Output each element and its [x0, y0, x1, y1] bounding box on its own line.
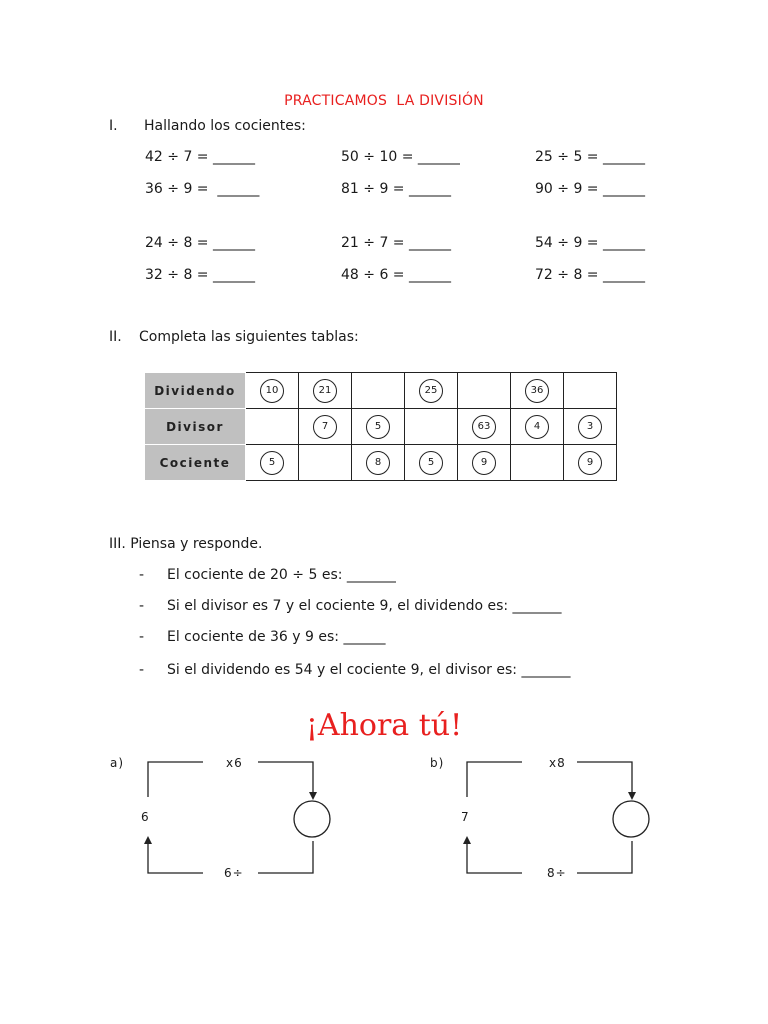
table-cell[interactable]	[352, 445, 405, 481]
diagram-b-cycle	[459, 755, 659, 880]
worksheet-title: PRACTICAMOS LA DIVISIÓN	[284, 93, 484, 109]
arrow-up-icon	[463, 836, 471, 844]
table-cell[interactable]	[405, 409, 458, 445]
table-cell[interactable]	[246, 445, 299, 481]
table-cell[interactable]	[458, 409, 511, 445]
given-value-circle: 63	[472, 415, 496, 439]
diagram-b-op-top: x8	[549, 756, 566, 770]
divisor-row	[145, 409, 617, 445]
arrow-down-icon	[628, 792, 636, 800]
section-1-numeral: I.	[109, 118, 118, 134]
table-cell[interactable]	[511, 445, 564, 481]
question-2: Si el divisor es 7 y el cociente 9, el dividendo es: _______	[167, 598, 562, 614]
bullet-dash: -	[139, 629, 145, 645]
bullet-dash: -	[139, 662, 145, 678]
exercise-2-3: 90 ÷ 9 = ______	[535, 181, 645, 197]
ahora-tu-heading: ¡Ahora tú!	[305, 708, 463, 743]
table-cell[interactable]	[564, 445, 617, 481]
diagram-b-start: 7	[461, 810, 470, 824]
exercise-3-2: 21 ÷ 7 = ______	[341, 235, 451, 251]
arrow-up-icon	[144, 836, 152, 844]
table-cell[interactable]	[511, 373, 564, 409]
exercise-1-3: 25 ÷ 5 = ______	[535, 149, 645, 165]
given-value-circle: 21	[313, 379, 337, 403]
given-value-circle: 8	[366, 451, 390, 475]
table-cell[interactable]	[564, 373, 617, 409]
answer-circle	[613, 801, 649, 837]
table-cell[interactable]	[246, 373, 299, 409]
given-value-circle: 5	[366, 415, 390, 439]
exercise-1-2: 50 ÷ 10 = ______	[341, 149, 460, 165]
diagram-a-cycle	[140, 755, 340, 880]
division-table	[144, 372, 617, 481]
table-cell[interactable]	[405, 373, 458, 409]
question-3: El cociente de 36 y 9 es: ______	[167, 629, 386, 645]
table-cell[interactable]	[458, 373, 511, 409]
diagram-a-op-top: x6	[226, 756, 243, 770]
table-cell[interactable]	[299, 373, 352, 409]
exercise-3-1: 24 ÷ 8 = ______	[145, 235, 255, 251]
question-1: El cociente de 20 ÷ 5 es: _______	[167, 567, 396, 583]
quotient-row	[145, 445, 617, 481]
section-2-numeral: II.	[109, 329, 122, 345]
answer-circle	[294, 801, 330, 837]
row-header-quotient: Cociente	[145, 445, 246, 481]
exercise-4-3: 72 ÷ 8 = ______	[535, 267, 645, 283]
diagram-a-start: 6	[141, 810, 150, 824]
given-value-circle: 25	[419, 379, 443, 403]
table-cell[interactable]	[511, 409, 564, 445]
table-cell[interactable]	[564, 409, 617, 445]
section-2-heading: Completa las siguientes tablas:	[139, 329, 359, 345]
arrow-down-icon	[309, 792, 317, 800]
table-cell[interactable]	[458, 445, 511, 481]
diagram-a-op-bottom: 6÷	[224, 866, 244, 880]
given-value-circle: 9	[472, 451, 496, 475]
exercise-4-2: 48 ÷ 6 = ______	[341, 267, 451, 283]
row-header-divisor: Divisor	[145, 409, 246, 445]
table-cell[interactable]	[299, 409, 352, 445]
bullet-dash: -	[139, 567, 145, 583]
exercise-1-1: 42 ÷ 7 = ______	[145, 149, 255, 165]
exercise-2-2: 81 ÷ 9 = ______	[341, 181, 451, 197]
question-4: Si el dividendo es 54 y el cociente 9, el divisor es: _______	[167, 662, 571, 678]
dividend-row	[145, 373, 617, 409]
given-value-circle: 4	[525, 415, 549, 439]
table-cell[interactable]	[299, 445, 352, 481]
exercise-2-1: 36 ÷ 9 = ______	[145, 181, 260, 197]
section-3-heading: III. Piensa y responde.	[109, 536, 263, 552]
exercise-4-1: 32 ÷ 8 = ______	[145, 267, 255, 283]
given-value-circle: 7	[313, 415, 337, 439]
given-value-circle: 36	[525, 379, 549, 403]
diagram-b-label: b)	[430, 756, 445, 770]
table-cell[interactable]	[352, 373, 405, 409]
diagram-a-label: a)	[110, 756, 125, 770]
bullet-dash: -	[139, 598, 145, 614]
exercise-3-3: 54 ÷ 9 = ______	[535, 235, 645, 251]
table-cell[interactable]	[405, 445, 458, 481]
table-cell[interactable]	[246, 409, 299, 445]
diagram-b-op-bottom: 8÷	[547, 866, 567, 880]
table-cell[interactable]	[352, 409, 405, 445]
given-value-circle: 3	[578, 415, 602, 439]
row-header-dividend: Dividendo	[145, 373, 246, 409]
section-1-heading: Hallando los cocientes:	[144, 118, 306, 134]
given-value-circle: 9	[578, 451, 602, 475]
given-value-circle: 5	[260, 451, 284, 475]
given-value-circle: 10	[260, 379, 284, 403]
given-value-circle: 5	[419, 451, 443, 475]
